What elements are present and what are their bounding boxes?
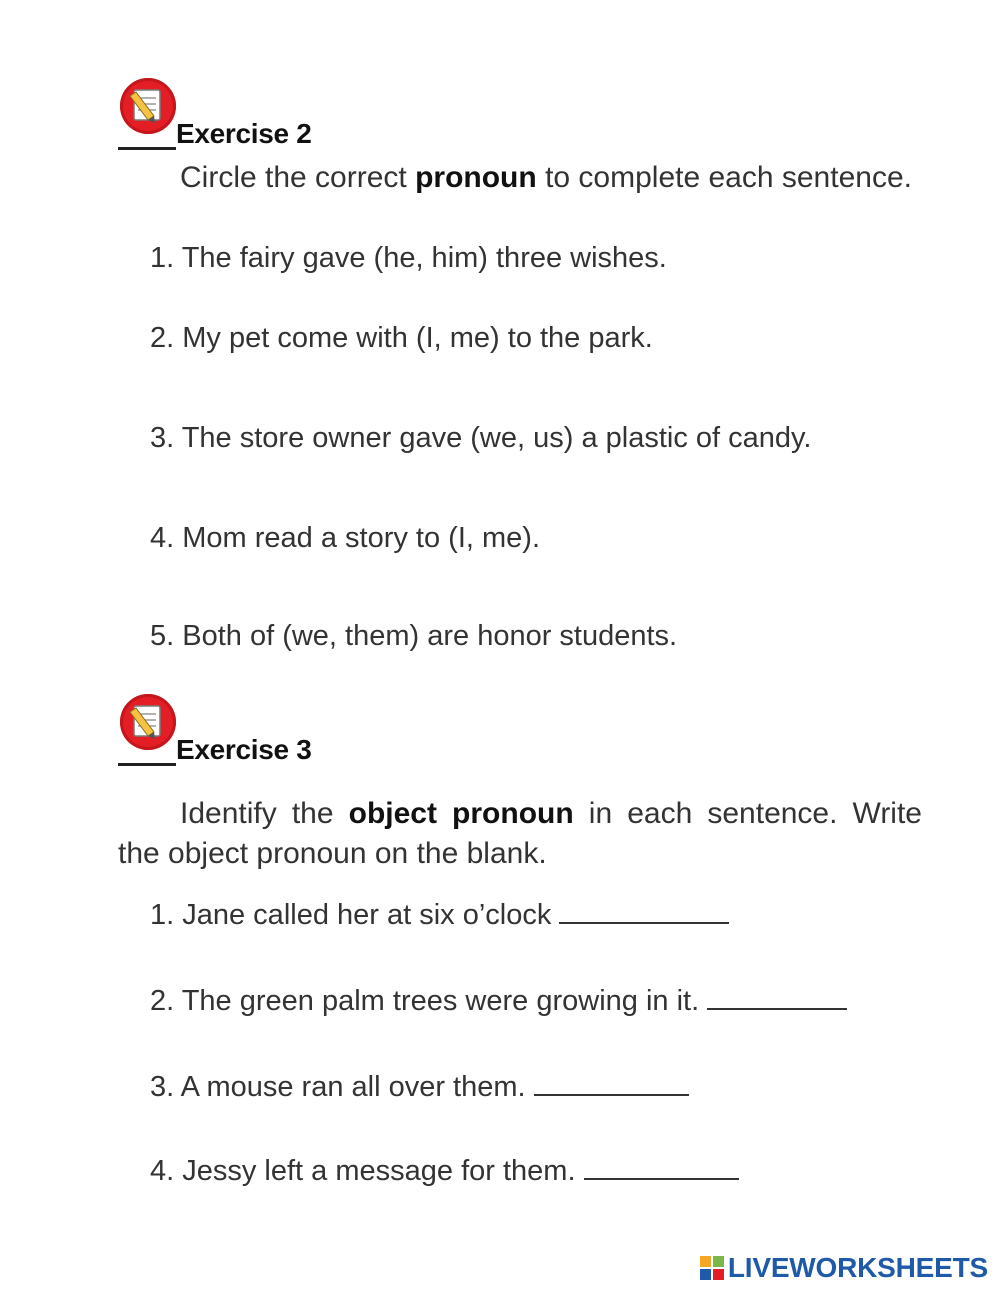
notepad-pencil-icon <box>120 694 176 750</box>
keyword-pronoun: pronoun <box>415 161 537 194</box>
header-underline <box>118 763 176 766</box>
exercise-3-item: 2. The green palm trees were growing in it. <box>150 982 847 1019</box>
answer-blank[interactable] <box>707 982 847 1010</box>
answer-blank[interactable] <box>559 896 729 924</box>
keyword-object-pronoun: object pronoun <box>348 797 574 830</box>
exercise-2-item[interactable]: 2. My pet come with (I, me) to the park. <box>150 322 653 354</box>
exercise-2-instruction: Circle the correct pronoun to complete each sentence. <box>180 161 912 194</box>
header-underline <box>118 147 176 150</box>
exercise-3-instruction: Identify the object pronoun in each sentence. Write the object pronoun on the blank. <box>118 797 922 870</box>
exercise-title: Exercise 2 <box>176 118 312 149</box>
brand-name[interactable]: LIVEWORKSHEETS <box>727 1252 988 1283</box>
exercise-2-item[interactable]: 1. The fairy gave (he, him) three wishes. <box>150 242 667 274</box>
exercise-2-item[interactable]: 5. Both of (we, them) are honor students. <box>150 620 678 652</box>
exercise-2-item[interactable]: 4. Mom read a story to (I, me). <box>150 522 540 554</box>
exercise-2-item[interactable]: 3. The store owner gave (we, us) a plastic of candy. <box>150 422 812 454</box>
exercise-3-item: 4. Jessy left a message for them. <box>150 1152 739 1189</box>
exercise-title: Exercise 3 <box>176 734 312 765</box>
exercise-3-header <box>118 694 518 774</box>
answer-blank[interactable] <box>584 1152 739 1180</box>
exercise-2-header <box>118 78 518 158</box>
brand-footer <box>700 1252 988 1284</box>
liveworksheets-logo-icon <box>700 1256 724 1280</box>
exercise-3-item: 1. Jane called her at six o’clock <box>150 896 729 933</box>
exercise-3-item: 3. A mouse ran all over them. <box>150 1068 689 1105</box>
notepad-pencil-icon <box>120 78 176 134</box>
answer-blank[interactable] <box>534 1068 689 1096</box>
